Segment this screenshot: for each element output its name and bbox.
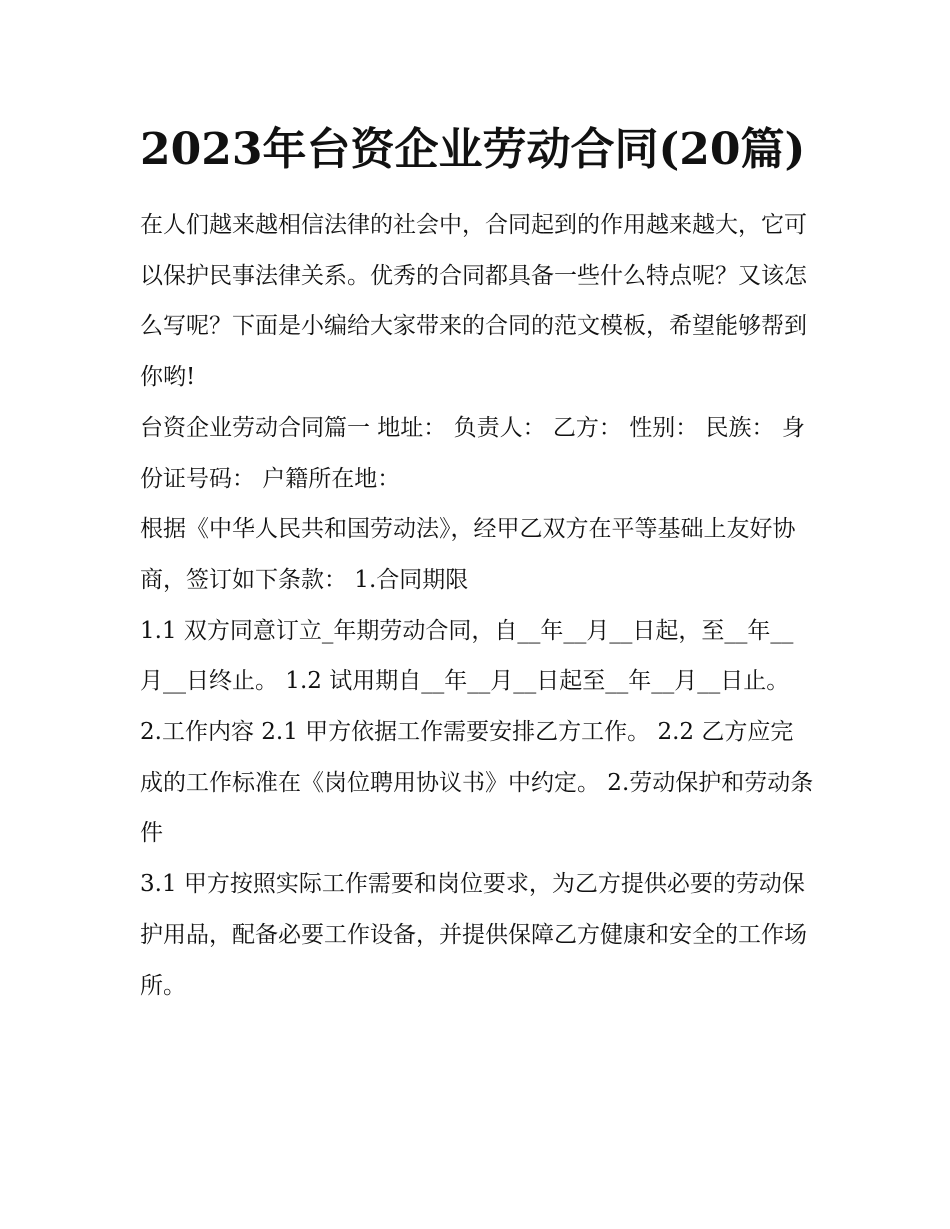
contract-header-paragraph: 台资企业劳动合同篇一 地址： 负责人： 乙方： 性别： 民族： 身份证号码： 户籍所在地： xyxy=(140,414,805,492)
agreement-basis-paragraph: 根据《中华人民共和国劳动法》，经甲乙双方在平等基础上友好协商，签订如下条款： 1.合同期限 xyxy=(140,516,796,593)
work-content-paragraph: 2.工作内容 2.1 甲方依据工作需要安排乙方工作。 2.2 乙方应完成的工作标准在《岗位聘用协议书》中约定。 2.劳动保护和劳动条件 xyxy=(140,719,814,847)
document-title: 2023年台资企业劳动合同(20篇) xyxy=(140,124,806,175)
intro-paragraph: 在人们越来越相信法律的社会中，合同起到的作用越来越大，它可以保护民事法律关系。优秀的合同都具备一些什么特点呢？又该怎么写呢？下面是小编给大家带来的合同的范文模板，希望能够帮到你哟! xyxy=(140,212,807,391)
document-body xyxy=(140,118,815,1011)
contract-term-paragraph: 1.1 双方同意订立_年期劳动合同，自__年__月__日起，至__年__月__日终止。 1.2 试用期自__年__月__日起至__年__月__日止。 xyxy=(140,617,794,695)
labor-protection-paragraph: 3.1 甲方按照实际工作需要和岗位要求，为乙方提供必要的劳动保护用品，配备必要工作设备，并提供保障乙方健康和安全的工作场所。 xyxy=(140,871,807,999)
